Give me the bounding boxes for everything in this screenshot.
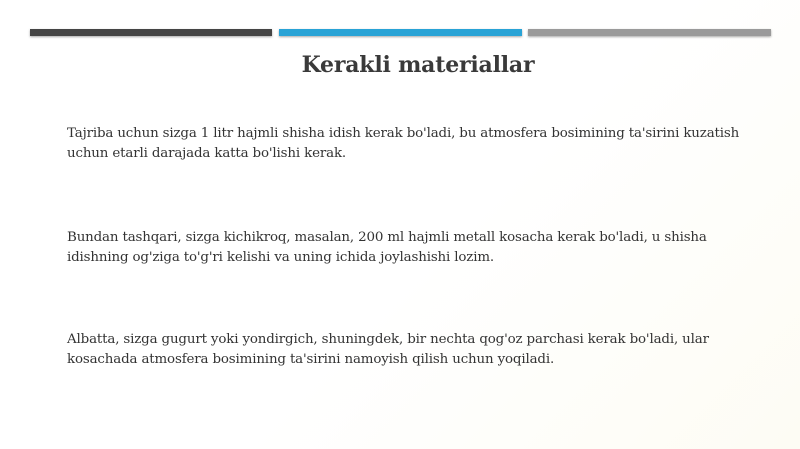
paragraph-glass-jar: Tajriba uchun sizga 1 litr hajmli shisha idish kerak bo'ladi, bu atmosfera bosimining ta'sirini kuzatish uchun etarli darajada katta bo'lishi kerak. bbox=[67, 126, 740, 161]
top-bar-blue bbox=[279, 29, 522, 36]
top-bar-dark bbox=[30, 29, 272, 36]
slide-title: Kerakli materiallar bbox=[301, 52, 535, 78]
top-bar-gray bbox=[528, 29, 771, 36]
decorative-top-bars bbox=[30, 29, 771, 37]
paragraph-metal-cup: Bundan tashqari, sizga kichikroq, masalan, 200 ml hajmli metall kosacha kerak bo'ladi, u shisha idishning og'ziga to'g'ri kelishi va uning ichida joylashishi lozim. bbox=[67, 230, 707, 265]
paragraph-matches-paper: Albatta, sizga gugurt yoki yondirgich, shuningdek, bir nechta qog'oz parchasi kerak bo'ladi, ular kosachada atmosfera bosimining ta'sirini namoyish qilish uchun yoqiladi. bbox=[67, 332, 709, 367]
